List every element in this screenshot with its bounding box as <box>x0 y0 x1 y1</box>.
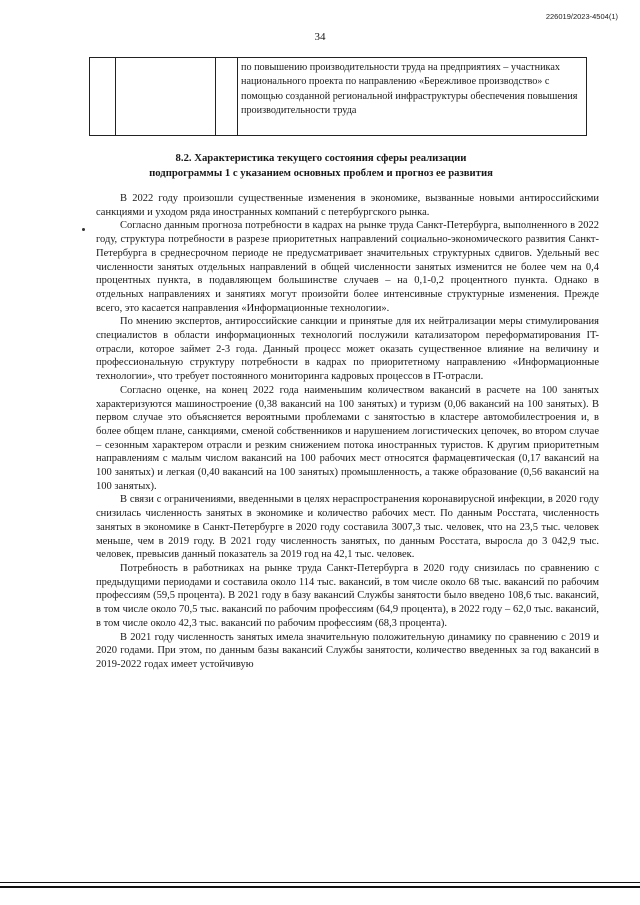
section-heading <box>96 151 546 180</box>
table-cell-empty <box>90 58 116 136</box>
bottom-rule-thick <box>0 886 640 888</box>
table-cell-text: по повышению производительности труда на предприятиях – участниках национального проекта по направлению «Бережливое производство» с помощью созданной региональной инфраструктуры обеспечения повышения производительности труда <box>238 58 587 136</box>
paragraph: Потребность в работниках на рынке труда Санкт-Петербурга в 2020 году снизилась по сравнению с предыдущими периодами и составила около 114 тыс. вакансий, в том числе около 68 тыс. вакансий по рабочим профессиям (59,5 процента). В 2021 году в базу вакансий Службы занятости было введено 108,6 тыс. вакансий, в том числе около 70,5 тыс. вакансий по рабочим профессиям (64,9 процента), в 2022 году – 62,0 тыс. вакансий, в том числе около 42,3 тыс. вакансий по рабочим профессиям (68,3 процента). <box>96 562 599 629</box>
table-row <box>90 58 587 136</box>
table-cell-empty <box>216 58 238 136</box>
paragraph: В 2021 году численность занятых имела значительную положительную динамику по сравнению с 2019 и 2020 годами. При этом, по данным базы вакансий Службы занятости, количество введенных за год вакансий в 2019-2022 годах имеет устойчивую <box>96 631 599 670</box>
bottom-rule <box>0 882 640 883</box>
paragraph: В 2022 году произошли существенные изменения в экономике, вызванные новыми антироссийскими санкциями и уходом ряда иностранных компаний с петербургского рынка. <box>96 193 599 218</box>
body-text <box>96 192 599 672</box>
table-cell-empty <box>116 58 216 136</box>
paragraph: Согласно данным прогноза потребности в кадрах на рынке труда Санкт-Петербурга, выполненного в 2022 году, структура потребности в разрезе приоритетных направлений социально-экономического развития Санкт-Петербурга в среднесрочном периоде не предусматривает значительных структурных сдвигов. Удельный вес численности занятых отдельных направлений в общей численности занятых изменится не более чем на 0,4 процентных пункта, в подавляющем большинстве случаев – на 0,1-0,2 процентного пункта. Однако в отдельных направлениях и занятиях могут произойти более интенсивные структурные изменения. Прежде всего, это касается направления «Информационные технологии». <box>96 220 599 314</box>
paragraph: Согласно оценке, на конец 2022 года наименьшим количеством вакансий в расчете на 100 занятых характеризуются машиностроение (0,38 вакансий на 100 занятых) и туризм (0,06 вакансий на 100 занятых). В первом случае это объясняется вероятными проблемами с занятостью в кластере автомобилестроения и, в более общем плане, санкциями, сменой собственников и нарушением логистических цепочек, во втором случае – сезонным характером отрасли и резким снижением потока иностранных туристов. К другим приоритетным направлениям с малым числом вакансий на 100 рабочих мест относятся фармацевтическая (0,17 вакансий на 100 занятых) и легкая (0,40 вакансий на 100 занятых) промышленность, а также образование (0,56 вакансий на 100 занятых). <box>96 384 599 492</box>
paragraph: По мнению экспертов, антироссийские санкции и принятые для их нейтрализации меры стимулирования специалистов в области информационных технологий послужили катализатором переформатирования IT-отрасли, которое займет 2-3 года. Данный процесс может оказать существенное влияние на величину и профессиональную структуру потребности в кадрах по приоритетному направлению «Информационные технологии», что требует постоянного мониторинга кадровых процессов в IT-отрасли. <box>96 316 599 383</box>
scan-mark <box>82 228 85 231</box>
section-heading-line-2: подпрограммы 1 с указанием основных проблем и прогноз ее развития <box>149 166 493 179</box>
page-number: 34 <box>314 31 326 43</box>
paragraph: В связи с ограничениями, введенными в целях нераспространения коронавирусной инфекции, в 2020 году снизилась численность занятых в экономике и количество рабочих мест. По данным Росстата, численность занятых в экономике в Санкт-Петербурге в 2020 году составила 3007,3 тыс. человек, что на 23,5 тыс. человек меньше, чем в 2019 году. В 2021 году численность занятых, по данным Росстата, выросла до 3 042,9 тыс. человек, превысив данный показатель за 2019 год на 42,1 тыс. человек. <box>96 494 599 561</box>
document-id: 226019/2023-4504(1) <box>545 12 618 21</box>
section-heading-line-1: 8.2. Характеристика текущего состояния сферы реализации <box>175 152 467 164</box>
table-fragment <box>89 57 587 136</box>
